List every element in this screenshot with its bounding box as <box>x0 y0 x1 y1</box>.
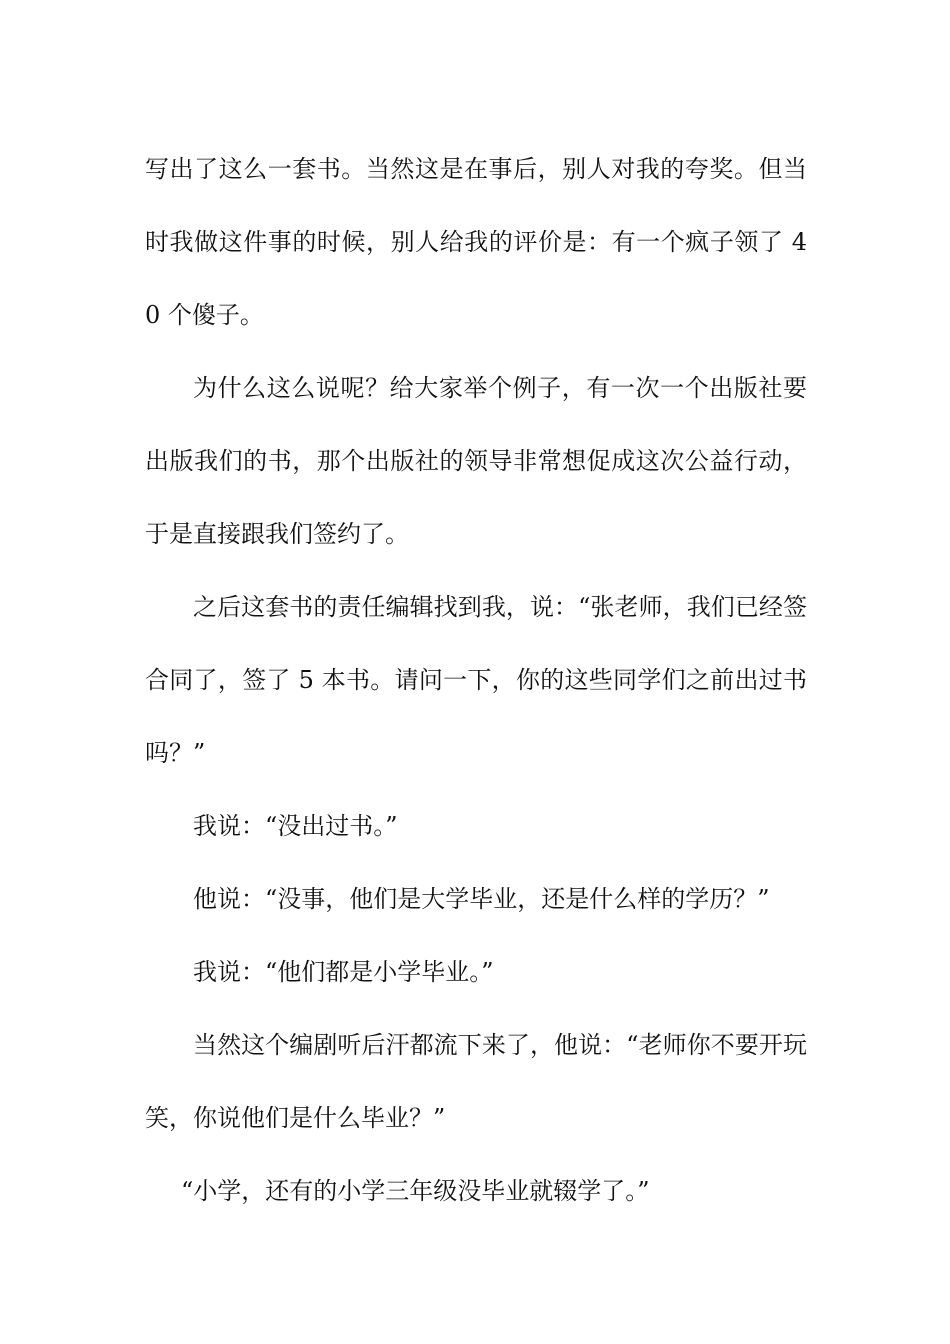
document-body <box>145 133 807 1228</box>
paragraph: 当然这个编剧听后汗都流下来了，他说：“老师你不要开玩笑，你说他们是什么毕业？” <box>145 1031 807 1132</box>
paragraph: 我说：“没出过书。” <box>193 812 398 840</box>
paragraph: 为什么这么说呢？给大家举个例子，有一次一个出版社要出版我们的书，那个出版社的领导非常想促成这次公益行动，于是直接跟我们签约了。 <box>145 374 807 548</box>
paragraph-continuation: 写出了这么一套书。当然这是在事后，别人对我的夸奖。但当时我做这件事的时候，别人给我的评价是：有一个疯子领了 40 个傻子。 <box>145 155 807 329</box>
paragraph: “小学，还有的小学三年级没毕业就辍学了。” <box>181 1177 650 1205</box>
paragraph: 之后这套书的责任编辑找到我，说：“张老师，我们已经签合同了，签了 5 本书。请问一下，你的这些同学们之前出过书吗？” <box>145 593 807 767</box>
paragraph: 他说：“没事，他们是大学毕业，还是什么样的学历？” <box>193 885 770 913</box>
paragraph: 我说：“他们都是小学毕业。” <box>193 958 494 986</box>
